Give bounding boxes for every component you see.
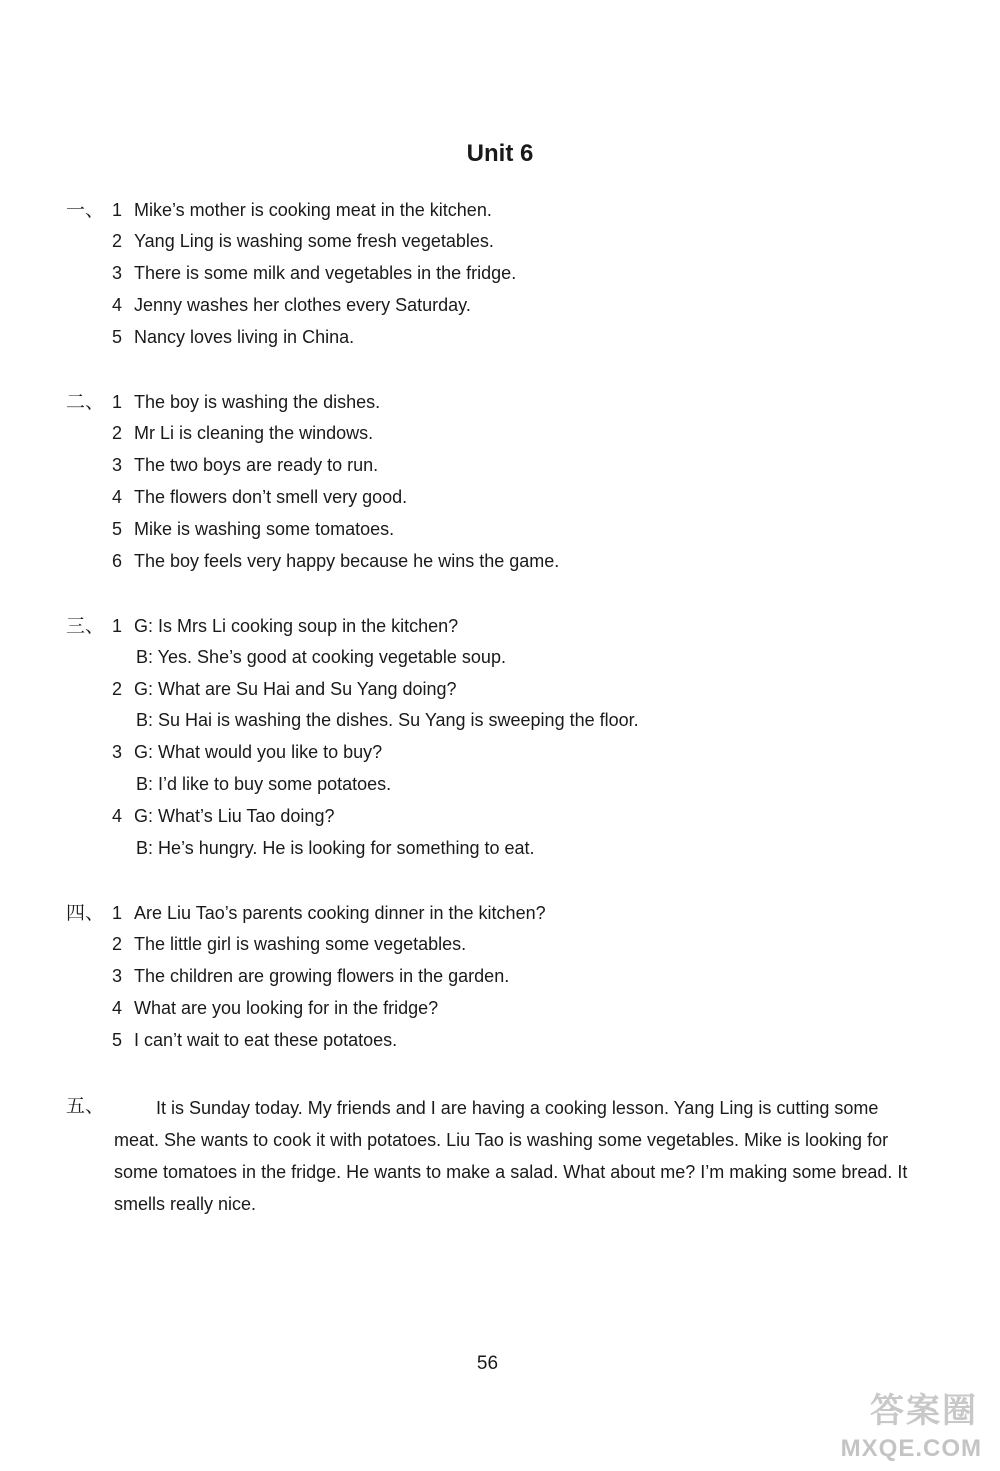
watermark-top-text: 答案圈 <box>870 1391 978 1431</box>
section-3-marker: 三、 <box>66 615 105 637</box>
section-1-item: 2 Yang Ling is washing some fresh vegetables. <box>112 231 494 251</box>
section-2-item: 4 The flowers don’t smell very good. <box>112 487 408 507</box>
section-1-item: 4 Jenny washes her clothes every Saturday. <box>112 295 471 315</box>
section-2-item: 1 The boy is washing the dishes. <box>112 392 381 412</box>
section-5-marker: 五、 <box>66 1095 105 1117</box>
page-title: Unit 6 <box>466 140 534 167</box>
section-1-item: 1 Mike’s mother is cooking meat in the kitchen. <box>112 200 492 220</box>
section-2-item: 2 Mr Li is cleaning the windows. <box>112 423 374 443</box>
watermark-bottom-text: MXQE.COM <box>840 1435 982 1462</box>
dialogue-answer: B: He’s hungry. He is looking for something to eat. <box>136 838 535 858</box>
watermark-logo <box>836 1383 986 1463</box>
dialogue-question: 3 G: What would you like to buy? <box>112 742 383 762</box>
dialogue-answer: B: I’d like to buy some potatoes. <box>136 774 392 794</box>
section-4-item: 4 What are you looking for in the fridge? <box>112 998 439 1018</box>
section-4-item: 1 Are Liu Tao’s parents cooking dinner in the kitchen? <box>112 903 546 923</box>
dialogue-answer: B: Yes. She’s good at cooking vegetable soup. <box>136 647 506 667</box>
dialogue-question: 4 G: What’s Liu Tao doing? <box>112 806 335 826</box>
page-number: 56 <box>476 1353 499 1374</box>
dialogue-question: 1 G: Is Mrs Li cooking soup in the kitchen? <box>112 616 459 636</box>
section-4-item: 2 The little girl is washing some vegetables. <box>112 934 467 954</box>
dialogue-question: 2 G: What are Su Hai and Su Yang doing? <box>112 679 457 699</box>
section-1-marker: 一、 <box>66 199 105 221</box>
dialogue-answer: B: Su Hai is washing the dishes. Su Yang is sweeping the floor. <box>136 710 639 730</box>
section-4-item: 3 The children are growing flowers in the garden. <box>112 966 510 986</box>
section-2-item: 3 The two boys are ready to run. <box>112 455 379 475</box>
section-4-item: 5 I can’t wait to eat these potatoes. <box>112 1030 398 1050</box>
section-5-paragraph: It is Sunday today. My friends and I are having a cooking lesson. Yang Ling is cutting some meat. She wants to cook it with potatoes. Liu Tao is washing some vegetables. Mike is looking for some tomatoes in the fridge. He wants to make a salad. What about me? I’m making some bread. It smells really nice. <box>114 1098 908 1214</box>
section-2-item: 5 Mike is washing some tomatoes. <box>112 519 395 539</box>
section-1-item: 5 Nancy loves living in China. <box>112 327 355 347</box>
section-1-item: 3 There is some milk and vegetables in the fridge. <box>112 263 517 283</box>
section-4-marker: 四、 <box>66 902 105 924</box>
section-2-marker: 二、 <box>66 391 105 413</box>
section-2-item: 6 The boy feels very happy because he wins the game. <box>112 551 560 571</box>
